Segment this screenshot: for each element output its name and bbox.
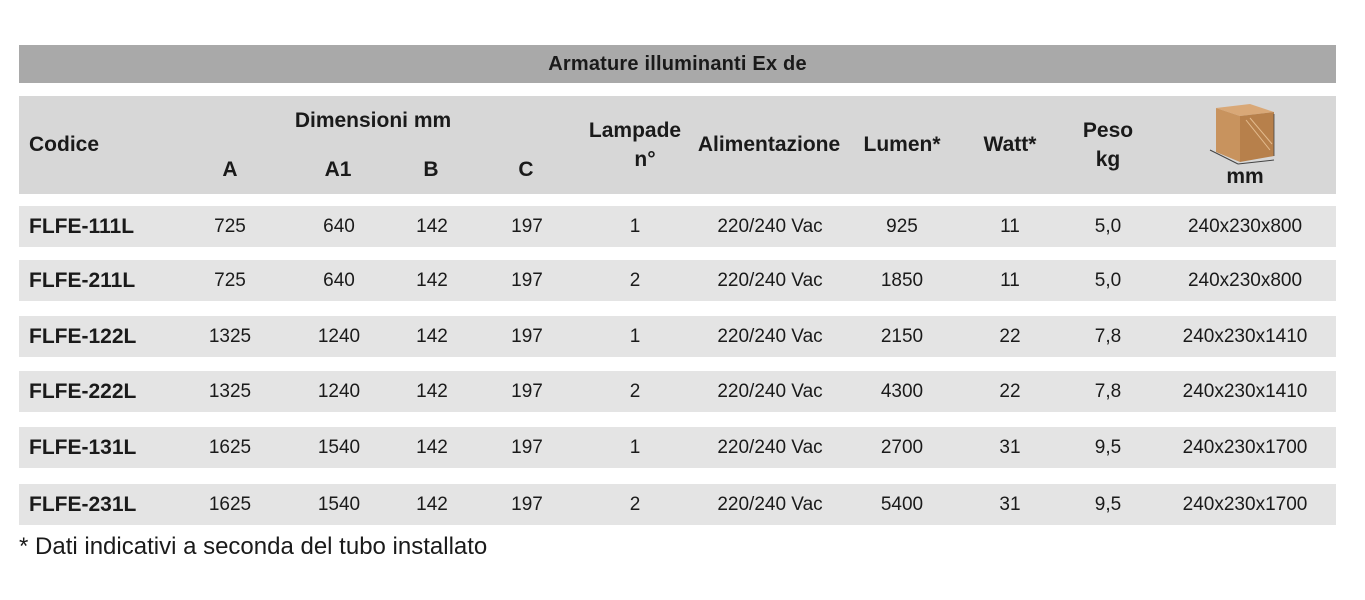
header-dim-a1: A1 — [324, 158, 352, 181]
cell-a1: 1240 — [317, 326, 361, 347]
cell-b: 142 — [416, 216, 448, 237]
cell-c: 197 — [511, 270, 543, 291]
cell-lumen: 5400 — [880, 494, 924, 515]
cell-lampade: 2 — [629, 381, 641, 402]
cell-imballo: 240x230x1700 — [1182, 437, 1308, 458]
cell-a: 1625 — [208, 437, 252, 458]
cell-peso: 9,5 — [1094, 437, 1122, 458]
cell-peso: 7,8 — [1094, 381, 1122, 402]
table-row — [19, 260, 1336, 301]
cell-imballo: 240x230x1410 — [1182, 326, 1308, 347]
cell-lumen: 2150 — [880, 326, 924, 347]
box-icon — [1188, 100, 1276, 166]
cell-lampade: 2 — [629, 270, 641, 291]
table-row — [19, 206, 1336, 247]
header-dimensioni: Dimensioni mm — [294, 109, 452, 132]
cell-lampade: 1 — [629, 326, 641, 347]
cell-c: 197 — [511, 216, 543, 237]
cell-codice: FLFE-122L — [29, 325, 137, 348]
header-peso-kg: kg — [1095, 148, 1121, 171]
cell-codice: FLFE-222L — [29, 380, 137, 403]
cell-b: 142 — [416, 381, 448, 402]
cell-a1: 1540 — [317, 494, 361, 515]
cell-imballo: 240x230x800 — [1187, 270, 1303, 291]
cell-alimentazione: 220/240 Vac — [717, 381, 823, 402]
table-row — [19, 427, 1336, 468]
cell-a: 725 — [214, 270, 246, 291]
cell-b: 142 — [416, 326, 448, 347]
cell-alimentazione: 220/240 Vac — [717, 270, 823, 291]
header-lampade: Lampade — [588, 119, 682, 142]
header-alimentazione: Alimentazione — [697, 133, 841, 156]
cell-alimentazione: 220/240 Vac — [717, 494, 823, 515]
header-peso: Peso — [1082, 119, 1134, 142]
cell-lumen: 4300 — [880, 381, 924, 402]
cell-watt: 31 — [999, 494, 1021, 515]
header-dim-c: C — [518, 158, 534, 181]
cell-a1: 1240 — [317, 381, 361, 402]
cell-a1: 640 — [323, 216, 355, 237]
table-row — [19, 484, 1336, 525]
cell-alimentazione: 220/240 Vac — [717, 326, 823, 347]
cell-lampade: 1 — [629, 216, 641, 237]
cell-watt: 22 — [999, 381, 1021, 402]
footnote: * Dati indicativi a seconda del tubo installato — [19, 533, 488, 560]
cell-lumen: 925 — [886, 216, 918, 237]
cell-lumen: 1850 — [880, 270, 924, 291]
cell-a: 1625 — [208, 494, 252, 515]
cell-codice: FLFE-131L — [29, 436, 137, 459]
cell-a: 1325 — [208, 326, 252, 347]
header-dim-a: A — [222, 158, 238, 181]
header-lumen: Lumen* — [863, 133, 941, 156]
cell-codice: FLFE-111L — [29, 215, 135, 238]
table-row — [19, 371, 1336, 412]
cell-a1: 640 — [323, 270, 355, 291]
cell-c: 197 — [511, 326, 543, 347]
cell-peso: 9,5 — [1094, 494, 1122, 515]
cell-a1: 1540 — [317, 437, 361, 458]
cell-imballo: 240x230x800 — [1187, 216, 1303, 237]
cell-watt: 11 — [1000, 270, 1020, 291]
cell-watt: 11 — [1000, 216, 1020, 237]
header-lampade-n: n° — [634, 148, 656, 171]
cell-lampade: 2 — [629, 494, 641, 515]
cell-lumen: 2700 — [880, 437, 924, 458]
cell-c: 197 — [511, 437, 543, 458]
header-imballo-unit: mm — [1226, 165, 1264, 188]
table-title: Armature illuminanti Ex de — [19, 45, 1336, 83]
cell-peso: 5,0 — [1094, 216, 1122, 237]
cell-watt: 22 — [999, 326, 1021, 347]
table-row — [19, 316, 1336, 357]
cell-lampade: 1 — [629, 437, 641, 458]
table-header — [19, 96, 1336, 194]
header-watt: Watt* — [983, 133, 1037, 156]
cell-peso: 5,0 — [1094, 270, 1122, 291]
header-dim-b: B — [423, 158, 439, 181]
cell-watt: 31 — [999, 437, 1021, 458]
cell-codice: FLFE-211L — [29, 269, 136, 292]
cell-c: 197 — [511, 494, 543, 515]
cell-peso: 7,8 — [1094, 326, 1122, 347]
cell-a: 1325 — [208, 381, 252, 402]
cell-b: 142 — [416, 437, 448, 458]
cell-alimentazione: 220/240 Vac — [717, 216, 823, 237]
cell-c: 197 — [511, 381, 543, 402]
cell-alimentazione: 220/240 Vac — [717, 437, 823, 458]
cell-b: 142 — [416, 270, 448, 291]
cell-imballo: 240x230x1410 — [1182, 381, 1308, 402]
header-codice: Codice — [29, 133, 100, 156]
cell-a: 725 — [214, 216, 246, 237]
cell-b: 142 — [416, 494, 448, 515]
cell-codice: FLFE-231L — [29, 493, 137, 516]
cell-imballo: 240x230x1700 — [1182, 494, 1308, 515]
